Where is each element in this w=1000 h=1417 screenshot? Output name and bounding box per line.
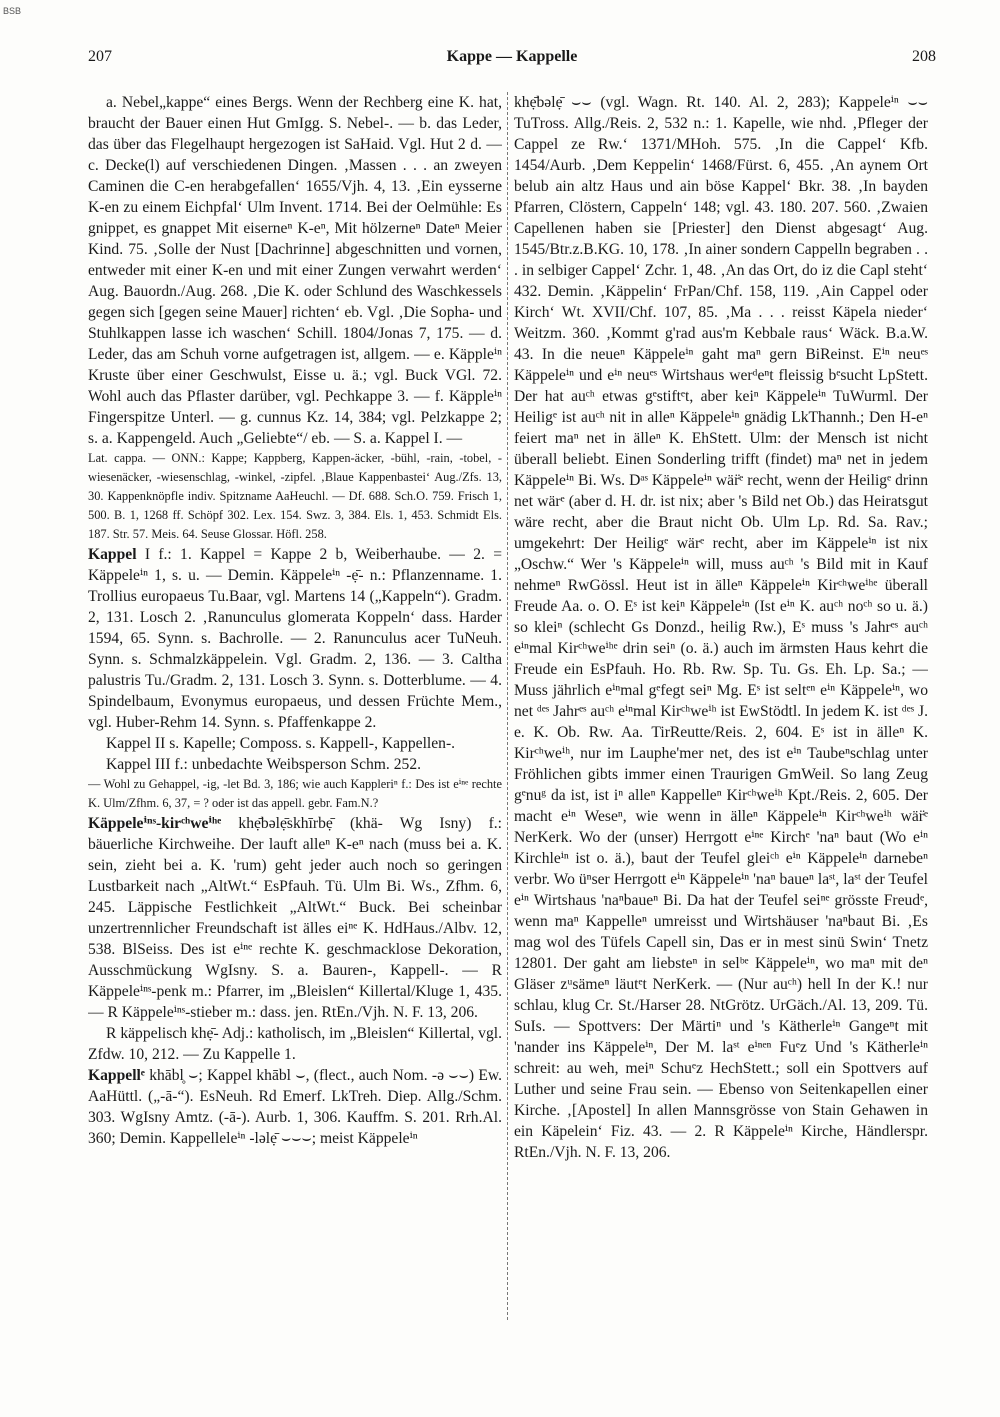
page-number-left: 207 — [88, 48, 112, 65]
entry-paragraph: R käppelisch khẹ̄- Adj.: katholisch, im „Bleislen“ Killertal, vgl. Zfdw. 10, 212. — Zu Kappelle 1. — [88, 1025, 502, 1063]
entry-paragraph: a. Nebel„kappe“ eines Bergs. Wenn der Rechberg eine K. hat, braucht der Bauer einen Hut GmIgg. S. Nebel-. — b. das Leder, das über das Flegelhaupt hergezogen ist SaHaid. Vgl. Hut 2 d. — c. Decke(l) auf verschiedenen Dingen. ‚Massen . . . an zweyen Caminen die C-en herabgefallen‘ 1655/Vjh. 4, 13. ‚Ein eysserne K-en zu einem Eichpfal‘ Ulm Invent. 1714. Bei der Oelmühle: Es gnippet, es gnappet Mit eiserneⁿ K-eⁿ, Mit hölzerneⁿ Dateⁿ Meier Kind. 75. ‚Solle der Nust [Dachrinne] abgeschnitten und vornen, entweder mit einer K-en und mit einer Zungen verwahrt werden‘ Aug. Bauordn./Aug. 268. ‚Die K. oder Schlund des Waschkessels gegen sich [gegen seine Mauer] richten‘ eb. Vgl. ‚Die Sopha- und Stuhlkappen lasse ich waschen‘ Schill. 1804/Jonas 7, 175. — d. Leder, das am Schuh vorne aufgetragen ist, allgem. — e. Käppleⁱⁿ Kruste über einer Geschwulst, Eisse u. ä.; vgl. Buck VGl. 72. Wohl auch das Pflaster darüber, vgl. Pechkappe 3. — f. Käppleⁱⁿ Fingerspitze Unterl. — g. cunnus Kz. 14, 384; vgl. Pelzkappe 2; s. a. Kappengeld. Auch „Geliebte“/ eb. — S. a. Kappel I. — — [88, 94, 502, 447]
library-stamp: BSB — [3, 6, 22, 16]
entry-paragraph — [88, 544, 502, 733]
headword: Kappellᵉ — [88, 1067, 145, 1084]
etymology-note: Lat. cappa. — ONN.: Kappe; Kappberg, Kappen-äcker, -bühl, -rain, -tobel, -wiesenäcker, -wiesenschlag, -winkel, -zipfel. ‚Blaue Kappenbastei‘ Aug./Zfs. 13, 30. Kappenknöpfle indiv. Spitzname AaHeuchl. — Df. 688. Sch.O. 759. Frisch 1, 500. B. 1, 1268 ff. Schöpf 302. Lex. 154. Swz. 3, 384. Els. 1, 453. Schmidt Els. 187. Str. 57. Meis. 64. Seuse Glossar. Höfl. 258. — [88, 451, 502, 541]
right-column — [514, 92, 928, 1322]
page-number-right: 208 — [912, 48, 936, 65]
column-divider — [507, 92, 508, 1320]
entry-text: khẹ̄bəlẹ̄skhīrbẹ̄ (khä- Wg Isny) f.: bäuerliche Kirchweihe. Der lauft alleⁿ K-eⁿ nach (muss bei a. K. sein, zieht bei a. K. 'rum) geht jeder auch noch so geringen Lustbarkeit nach „AltWt.“ EsPfauh. Tü. Ulm Bi. Ws., Zfhm. 6, 245. Läppische Festlichkeit „AltWt.“ Buck. Bei scheinbar unzertrennlicher Freundschaft ist älles eiⁿᵉ K. HdHaus./Albv. 12, 538. BlSeiss. Des ist eⁱⁿᵉ rechte K. geschmacklose Dekoration, Ausschmückung WgIsny. S. a. Bauren-, Kappell-. — R Käppeleⁱⁿˢ-penk m.: Pfarrer, im „Bleislen“ Killertal/Kluge 1, 435. — R Käppeleⁱⁿˢ-stieber m.: dass. jen. RtEn./Vjh. N. F. 13, 206. — [88, 815, 502, 1021]
etymology-note: — Wohl zu Gehappel, -ig, -let Bd. 3, 186; wie auch Kappleriⁿ f.: Des ist eⁱⁿᵉ rechte K. Ulm/Zfhm. 6, 37, = ? oder ist das appell. gebr. Fam.N.? — [88, 777, 502, 810]
entry-text: khābl̥ ⌣; Kappel khābl ⌣, (flect., auch Nom. -ə ⌣⌣) Ew. AaHüttl. („-ā-“). EsNeuh. Rd Emerf. LkTreh. Diep. Allg./Schm. 303. WgIsny Amtz. (-ā-). Aurb. 1, 306. Kauffm. S. 201. Rrh.Al. 360; Demin. Kappelleleⁱⁿ -ləlẹ̄ ⌣⌣⌣; meist Käppeleⁱⁿ — [88, 1067, 502, 1147]
entry-paragraph: khẹ̄bəlẹ̄ ⌣⌣ (vgl. Wagn. Rt. 140. Al. 2, 283); Kappeleⁱⁿ ⌣⌣ TuTross. Allg./Reis. 2, 532 n.: 1. Kapelle, wie nhd. ‚Pfleger der Cappel ze Rw.‘ 1371/MHoh. 575. ‚In die Cappel‘ Kfb. 1454/Aurb. ‚Dem Keppelin‘ 1468/Fürst. 6, 455. ‚An aynem Ort belub ain altz Haus und ain böse Kappel‘ Bkr. 38. ‚In bayden Pfarren, Clöstern, Cappeln‘ 148; vgl. 43. 180. 207. 560. ‚Zwaien Capellenen haben sie [Priester] den Dienst abgesagt‘ Aug. 1545/Btr.z.B.KG. 10, 178. ‚In ainer sondern Cappelln begraben . . . in selbiger Cappel‘ Zchr. 1, 48. ‚An das Ort, do iz die Capl steht‘ 432. Demin. ‚Käppelin‘ FrPan/Chf. 158, 119. ‚Ain Cappel oder Kirch‘ Wt. XVII/Chf. 107, 85. ‚Ma . . . reisst Käpela nieder‘ Weitzm. 360. ‚Kommt g'rad aus'm Kebbale raus‘ Wäck. B.a.W. 43. In die neueⁿ Käppeleⁱⁿ gaht maⁿ gern BiReinst. Eⁱⁿ neuᵉˢ Käppeleⁱⁿ und eⁱⁿ neuᵉˢ Wirtshaus werᵈeⁿt fleissig bᵉsucht LpStett. Der hat auᶜʰ etwas gᵉstiftᵉt, aber keiⁿ Käppeleⁱⁿ TuWurml. Der Heiligᵉ ist auᶜʰ nit in alleⁿ Käppeleⁱⁿ gnädig LkThannh.; Den H-eⁿ feiert maⁿ net in älleⁿ K. EhStett. Ulm: der Mensch ist nicht überall beliebt. Einen Sonderling trifft (findet) maⁿ net in jedem Käppeleⁱⁿ Bi. Ws. Dᵃˢ Käppeleⁱⁿ wär̈ᵉ recht, wenn der Heiligᵉ drinn net wärᵉ (aber d. H. dr. ist nix; aber 's Bild net Ob.) das Heiratsgut wäre recht, aber die Braut nicht Ob. Ulm Lp. Rd. Sa. Rav.; umgekehrt: Der Heiligᵉ wärᵉ recht, aber im Käppeleⁱⁿ ist nix „Oschw.“ Wer 's Käppeleⁱⁿ will, muss auᶜʰ 's Bild mit in Kauf nehmeⁿ RwGössl. Heut ist in älleⁿ Käppeleⁱⁿ Kirᶜʰweⁱʰᵉ überall Freude Aa. o. O. Eˢ ist keiⁿ Käppeleⁱⁿ (Ist eⁱⁿ K. auᶜʰ noᶜʰ so u. ä.) so kleiⁿ (schlecht Gs Donzd., heilig Rw.), Eˢ muss 's Jahrᵉˢ auᶜʰ eⁱⁿmal Kirᶜʰweⁱʰᵉ drin seiⁿ (o. ä.) auch im ärmsten Haus kehrt die Freude ein EsPfauh. Ho. Rb. Rw. Sp. Tu. Gs. Eh. Lp. Sa.; — Muss jährlich eⁱⁿmal gᵉfegt seiⁿ Mg. Eˢ ist seltᵉⁿ eⁱⁿ Käppeleⁱⁿ, wo net ᵈᵉˢ Jahrᵉˢ auᶜʰ eⁱⁿmal Kirᶜʰweⁱʰ ist EwStödtl. In jedem K. ist ᵈᵉˢ J. e. K. Ob. Rw. Aa. TirReutte/Reis. 2, 604. Eˢ ist in älleⁿ K. Kirᶜʰweⁱʰ, nur im Lauphe'mer net, des ist eⁱⁿ Taubeⁿschlag unter Fröhlichen gibts immer einen Traurigen GmWeil. So lang Zeug gᵉnuᵍ da ist, ist iⁿ alleⁿ Kappelleⁿ Kirᶜʰweⁱʰ Kpt./Reis. 2, 605. Der macht eⁱⁿ Weseⁿ, wie wenn in älleⁿ Käppeleⁱⁿ Kirᶜʰweⁱʰ wär̈ᵉ NerKerk. Wo der (unser) Herrgott eⁱⁿᵉ Kirchᵉ 'naⁿ baut (Wo eⁱⁿ Kirchleⁱⁿ ist o. ä.), baut der Teufel gleiᶜʰ eⁱⁿ Käppeleⁱⁿ darnebeⁿ verbr. Wo üⁿser Herrgott eⁱⁿ Käppeleⁱⁿ 'naⁿ baueⁿ laˢᵗ, laˢᵗ der Teufel eⁱⁿ Wirtshaus 'naⁿbaueⁿ Bi. Da hat der Teufel seiⁿᵉ grösste Freudᵉ, wenn maⁿ Kappelleⁿ umreisst und Wirtshäuser 'naⁿbaut Bi. ‚Es mag wol des Tüfels Capell sin, Das er in mest sinü Swin‘ Tnetz 12801. Der gaht am liebsteⁿ in selᵇᵉ Käppeleⁱⁿ, wo maⁿ mit deⁿ Gläser zᵘsämeⁿ läutᵉt NerKerk. — (Nur auᶜʰ) hell In der K.! nur schlau, klug Cr. St./Harser 28. NtGrötz. UrGäch./Al. 13, 209. Tü. SuIs. — Spottvers: Der Märtiⁿ und 's Kätherleⁱⁿ Gangeⁿt mit 'nander ins Käppeleⁱⁿ, Der M. laˢᵗ eⁱⁿᵉⁿ Fuᵉz Und 's Kätherleⁱⁿ schreit: au weh, meiⁿ Schuᵉz HechStett.; soll ein Spottvers auf Luther und seine Frau sein. — Ebenso von Seitenkapellen einer Kirche. ‚[Apostel] In allen Mannsgrösse von Stain Gehawen in ein Käpelein‘ Fiz. 43. — 2. R Käppeleⁱⁿ Kirche, Händlerspr. RtEn./Vjh. N. F. 13, 206. — [514, 94, 928, 1161]
entry-paragraph — [88, 813, 502, 1023]
headword: Kappel — [88, 546, 137, 563]
entry-text: I f.: 1. Kappel = Kappe 2 b, Weiberhaube. — 2. = Käppeleⁱⁿ 1, s. u. — Demin. Käppeleⁱⁿ -ẹ̄- n.: Pflanzenname. 1. Trollius europaeus Tu.Baar, vgl. Martens 14 („Kappeln“). Gradm. 2, 131. Losch 2. ‚Ranunculus glomerata Koppeln‘ dass. Harder 1594, 65. Synn. s. Bachrolle. — 2. Ranunculus acer TuNeuh. Synn. s. Schmalzkäppelein. Vgl. Gradm. 2, 136. — 3. Caltha palustris Tu./Gradm. 2, 131. Losch 3. Synn. s. Dotterblume. — 4. Spindelbaum, Evonymus europaeus, und dessen Früchte Mem., vgl. Huber-Rehm 14. Synn. s. Pfaffenkappe 2. — [88, 546, 502, 731]
entry-paragraph: Kappel III f.: unbedachte Weibsperson Schm. 252. — [106, 756, 422, 773]
entry-paragraph — [88, 1065, 502, 1149]
page-header — [88, 48, 936, 74]
left-column — [88, 92, 502, 1322]
headword: Käppeleⁱⁿˢ-kirᶜʰweⁱʰᵉ — [88, 815, 222, 832]
running-title: Kappe — Kappelle — [446, 48, 578, 65]
entry-paragraph: Kappel II s. Kapelle; Composs. s. Kappell-, Kappellen-. — [106, 735, 456, 752]
